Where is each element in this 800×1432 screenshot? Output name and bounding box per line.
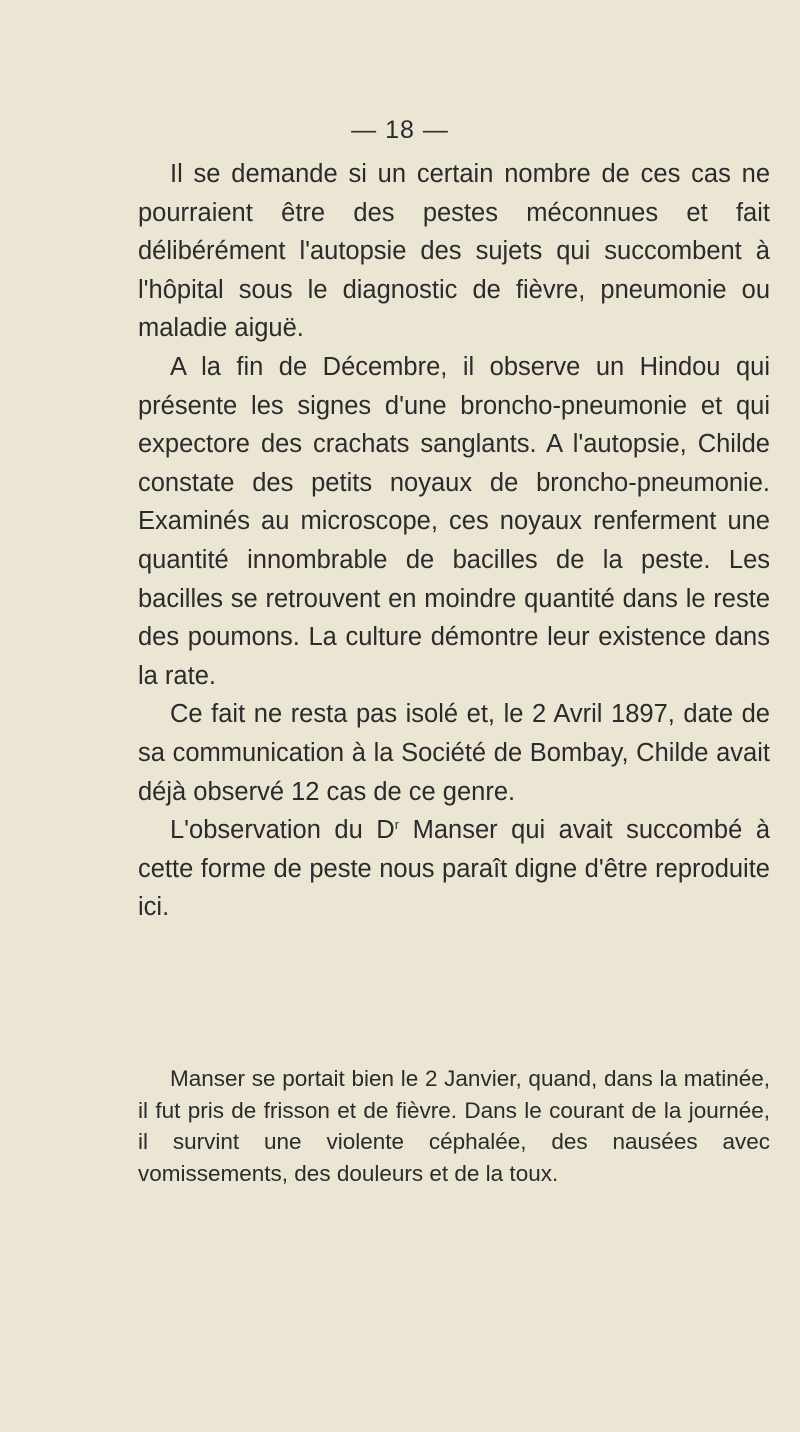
doctor-abbrev-superscript: r bbox=[394, 817, 400, 833]
paragraph-1: Il se demande si un certain nombre de ces cas ne pourraient être des pestes méconnues et fait délibérément l'autopsie des sujets qui succombent à l'hôpital sous le diagnostic de fièvre, pneumonie ou maladie aiguë. bbox=[138, 160, 770, 343]
paragraph-4-end: Manser qui avait succombé à cette forme de peste nous paraît digne d'être reproduite ici. bbox=[138, 816, 770, 922]
main-text bbox=[138, 155, 770, 927]
paragraph-4 bbox=[138, 811, 770, 927]
page-number: — 18 — bbox=[351, 116, 449, 144]
case-report-text bbox=[138, 1063, 770, 1189]
case-report-paragraph: Manser se portait bien le 2 Janvier, quand, dans la matinée, il fut pris de frisson et de fièvre. Dans le courant de la journée, il survint une violente céphalée, des nausées avec vomissements, des douleurs et de la toux. bbox=[138, 1066, 770, 1186]
paragraph-3: Ce fait ne resta pas isolé et, le 2 Avril 1897, date de sa communication à la Société de Bombay, Childe avait déjà observé 12 cas de ce genre. bbox=[138, 700, 770, 806]
paragraph-4-start: L'observation du D bbox=[170, 816, 395, 845]
paragraph-2: A la fin de Décembre, il observe un Hindou qui présente les signes d'une broncho-pneumonie et qui expectore des crachats sanglants. A l'autopsie, Childe constate des petits noyaux de broncho-pneumonie. Examinés au microscope, ces noyaux renferment une quantité innombrable de bacilles de la peste. Les bacilles se retrouvent en moindre quantité dans le reste des poumons. La culture démontre leur existence dans la rate. bbox=[138, 352, 770, 690]
